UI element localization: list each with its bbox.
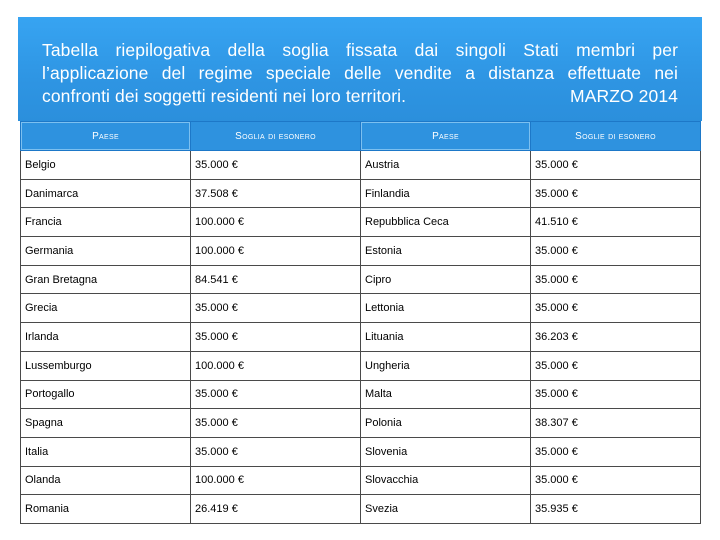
table-row [21, 265, 701, 294]
country-right-cell: Repubblica Ceca [361, 208, 531, 237]
table-row [21, 294, 701, 323]
country-right-cell: Malta [361, 380, 531, 409]
table-row [21, 179, 701, 208]
title-line-3-row [42, 85, 678, 108]
threshold-left-cell: 35.000 € [191, 294, 361, 323]
threshold-right-cell: 35.000 € [531, 151, 701, 180]
header-threshold-right: Soglie di esonero [531, 122, 701, 151]
title-line-1: Tabella riepilogativa della soglia fissata dai singoli Stati membri per [42, 40, 678, 60]
table-row [21, 380, 701, 409]
threshold-right-cell: 35.000 € [531, 351, 701, 380]
header-country-right: Paese [361, 122, 531, 151]
threshold-right-cell: 35.000 € [531, 265, 701, 294]
table-row [21, 495, 701, 524]
table-header-row [21, 122, 701, 151]
threshold-right-cell: 36.203 € [531, 323, 701, 352]
country-right-cell: Austria [361, 151, 531, 180]
threshold-right-cell: 35.000 € [531, 179, 701, 208]
threshold-right-cell: 41.510 € [531, 208, 701, 237]
threshold-right-cell: 35.935 € [531, 495, 701, 524]
country-right-cell: Lettonia [361, 294, 531, 323]
threshold-left-cell: 35.000 € [191, 380, 361, 409]
country-right-cell: Polonia [361, 409, 531, 438]
country-right-cell: Cipro [361, 265, 531, 294]
threshold-right-cell: 35.000 € [531, 437, 701, 466]
threshold-right-cell: 38.307 € [531, 409, 701, 438]
country-right-cell: Finlandia [361, 179, 531, 208]
country-left-cell: Francia [21, 208, 191, 237]
slide-title-banner [18, 17, 702, 121]
threshold-left-cell: 35.000 € [191, 323, 361, 352]
threshold-right-cell: 35.000 € [531, 237, 701, 266]
table-row [21, 466, 701, 495]
country-right-cell: Svezia [361, 495, 531, 524]
threshold-right-cell: 35.000 € [531, 294, 701, 323]
threshold-left-cell: 100.000 € [191, 466, 361, 495]
country-left-cell: Romania [21, 495, 191, 524]
slide-title [42, 39, 678, 108]
table-row [21, 351, 701, 380]
country-left-cell: Danimarca [21, 179, 191, 208]
country-left-cell: Olanda [21, 466, 191, 495]
table-body [21, 151, 701, 524]
country-left-cell: Lussemburgo [21, 351, 191, 380]
threshold-right-cell: 35.000 € [531, 466, 701, 495]
table-row [21, 323, 701, 352]
threshold-left-cell: 35.000 € [191, 437, 361, 466]
country-right-cell: Estonia [361, 237, 531, 266]
threshold-table-container [20, 121, 700, 524]
country-left-cell: Irlanda [21, 323, 191, 352]
threshold-left-cell: 35.000 € [191, 409, 361, 438]
table-row [21, 151, 701, 180]
country-left-cell: Grecia [21, 294, 191, 323]
threshold-right-cell: 35.000 € [531, 380, 701, 409]
country-left-cell: Germania [21, 237, 191, 266]
table-row [21, 409, 701, 438]
threshold-left-cell: 35.000 € [191, 151, 361, 180]
title-line-3: confronti dei soggetti residenti nei loro territori. [42, 86, 407, 106]
table-row [21, 437, 701, 466]
header-country-left: Paese [21, 122, 191, 151]
table-row [21, 237, 701, 266]
table-row [21, 208, 701, 237]
threshold-table [20, 121, 701, 524]
title-line-2: l’applicazione del regime speciale delle vendite a distanza effettuate nei [42, 63, 678, 83]
country-right-cell: Lituania [361, 323, 531, 352]
country-right-cell: Slovenia [361, 437, 531, 466]
title-date: MARZO 2014 [570, 86, 678, 106]
country-left-cell: Belgio [21, 151, 191, 180]
threshold-left-cell: 100.000 € [191, 351, 361, 380]
threshold-left-cell: 100.000 € [191, 237, 361, 266]
country-right-cell: Slovacchia [361, 466, 531, 495]
country-left-cell: Portogallo [21, 380, 191, 409]
country-right-cell: Ungheria [361, 351, 531, 380]
country-left-cell: Gran Bretagna [21, 265, 191, 294]
threshold-left-cell: 37.508 € [191, 179, 361, 208]
threshold-left-cell: 100.000 € [191, 208, 361, 237]
country-left-cell: Spagna [21, 409, 191, 438]
header-threshold-left: Soglia di esonero [191, 122, 361, 151]
country-left-cell: Italia [21, 437, 191, 466]
threshold-left-cell: 84.541 € [191, 265, 361, 294]
threshold-left-cell: 26.419 € [191, 495, 361, 524]
